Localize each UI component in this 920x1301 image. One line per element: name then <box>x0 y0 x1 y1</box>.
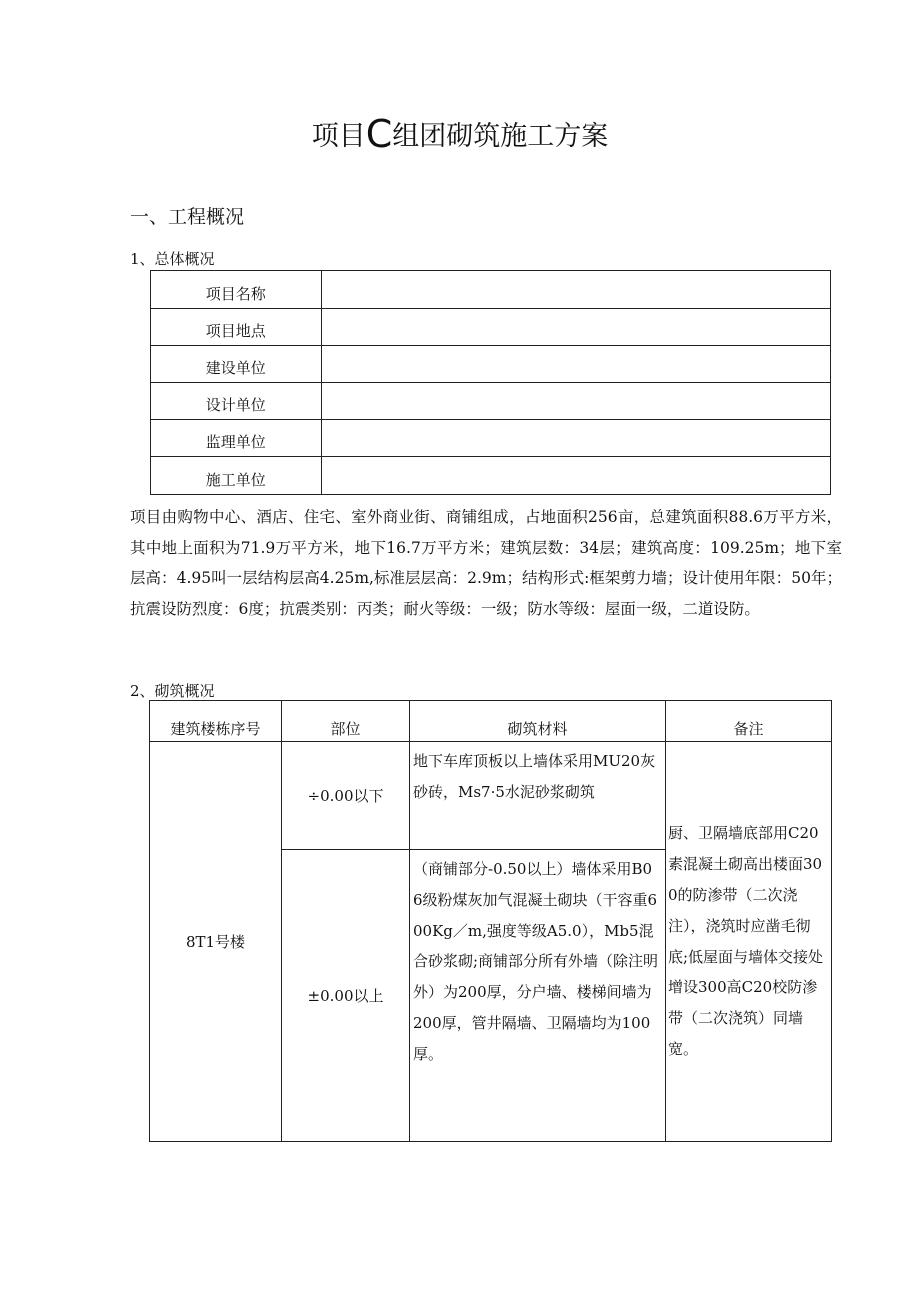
material-above: （商铺部分-0.50以上）墙体采用B06级粉煤灰加气混凝土砌块（干容重600Kg／m,强度等级A5.0），Mb5混合砂浆砌;商铺部分所有外墙（除注明外）为200厚，分户墙、楼梯间墙为200厚，管井隔墙、卫隔墙均为100厚。 <box>410 850 666 1142</box>
document-title <box>0 112 920 156</box>
overview-row <box>151 346 831 383</box>
overview-value <box>321 457 830 495</box>
section-heading-overview: 一、工程概况 <box>130 206 245 228</box>
header-building: 建筑楼栋序号 <box>150 701 282 742</box>
overview-row <box>151 420 831 457</box>
sub-heading-masonry: 2、砌筑概况 <box>130 682 215 700</box>
masonry-row <box>150 742 832 850</box>
remark-text: 厨、卫隔墙底部用C20素混凝土砌高出楼面300的防渗带（二次浇注），浇筑时应凿毛彻底;低屋面与墙体交接处增设300高C20校防渗带（二次浇筑）同墙宽。 <box>666 742 832 1142</box>
overview-label: 项目名称 <box>151 271 322 309</box>
overview-value <box>321 309 830 346</box>
overview-label: 监理单位 <box>151 420 322 457</box>
overview-value <box>321 271 830 309</box>
masonry-table <box>149 700 832 1142</box>
overview-label: 施工单位 <box>151 457 322 495</box>
overview-value <box>321 383 830 420</box>
part-above: ±0.00以上 <box>282 850 410 1142</box>
overview-row <box>151 383 831 420</box>
overview-table <box>150 270 831 495</box>
building-number: 8T1号楼 <box>150 742 282 1142</box>
overview-row <box>151 457 831 495</box>
header-material: 砌筑材料 <box>410 701 666 742</box>
title-suffix: 组团砌筑施工方案 <box>392 121 609 152</box>
title-prefix: 项目 <box>311 121 366 152</box>
overview-row <box>151 271 831 309</box>
overview-value <box>321 346 830 383</box>
part-below: ÷0.00以下 <box>282 742 410 850</box>
material-below: 地下车库顶板以上墙体采用MU20灰砂砖，Ms7·5水泥砂浆砌筑 <box>410 742 666 850</box>
overview-label: 项目地点 <box>151 309 322 346</box>
overview-label: 建设单位 <box>151 346 322 383</box>
title-letter: C <box>365 112 393 156</box>
overview-value <box>321 420 830 457</box>
header-part: 部位 <box>282 701 410 742</box>
header-remark: 备注 <box>666 701 832 742</box>
overview-label: 设计单位 <box>151 383 322 420</box>
project-description: 项目由购物中心、酒店、住宅、室外商业街、商铺组成，占地面积256亩，总建筑面积88.6万平方米，其中地上面积为71.9万平方米，地下16.7万平方米；建筑层数：34层；建筑高度：109.25m；地下室层高：4.95叫一层结构层高4.25m,标准层层高：2.9m；结构形式:框架剪力墙；设计使用年限：50年；抗震设防烈度：6度；抗震类别：丙类；耐火等级：一级；防水等级：屋面一级，二道设防。 <box>130 508 842 618</box>
sub-heading-general: 1、总体概况 <box>130 250 215 268</box>
overview-row <box>151 309 831 346</box>
masonry-header-row <box>150 701 832 742</box>
